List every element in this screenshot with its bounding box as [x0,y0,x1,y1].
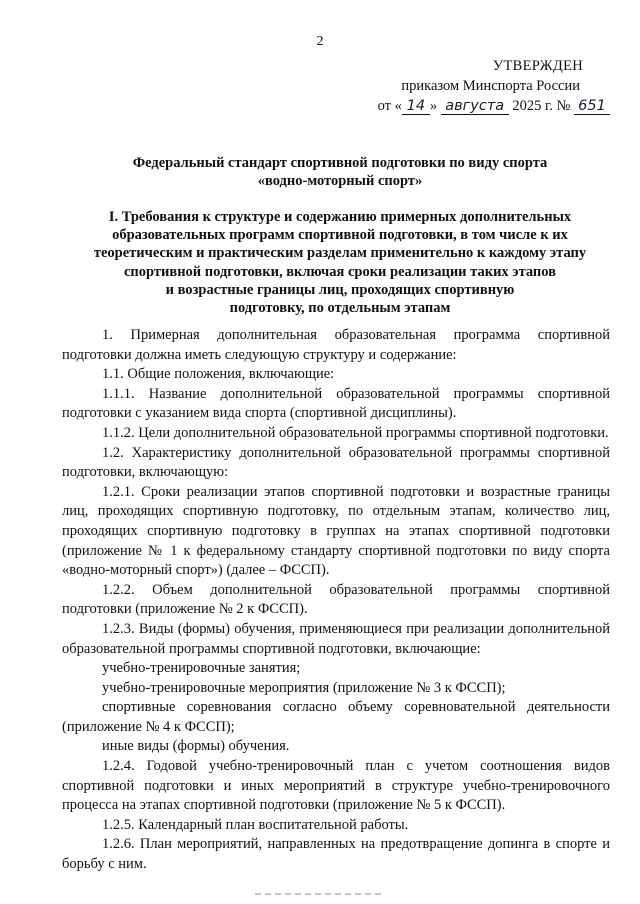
section-title-line: I. Требования к структуре и содержанию примерных дополнительных [108,209,572,225]
list-item: иные виды (формы) обучения. [102,738,290,755]
section-title-line: и возрастные границы лиц, проходящих спортивную [165,281,515,298]
paragraph-1-2: 1.2. Характеристику дополнительной образовательной программы спортивной подготовки, включающую: [62,444,610,481]
paragraph-1-2-1: 1.2.1. Сроки реализации этапов спортивной подготовки и возрастные границы лиц, проходящих спортивную подготовку, по отдельным этапам, количество лиц, проходящих спортивную подготовку в группах на этапах спортивной подготовки (приложение № 1 к федеральному стандарту спортивной подготовки по виду спорта «водно-моторный спорт») (далее – ФССП). [62,483,610,579]
approval-title: УТВЕРЖДЕН [492,58,583,74]
handwritten-order-number: 651 [574,98,610,115]
handwritten-month: августа [441,98,509,115]
paragraph-1-2-5: 1.2.5. Календарный план воспитательной работы. [102,816,409,833]
section-title-line: спортивной подготовки, включая сроки реализации таких этапов [123,263,556,280]
document-title-line: Федеральный стандарт спортивной подготовки по виду спорта [132,155,548,171]
paragraph-1-2-4: 1.2.4. Годовой учебно-тренировочный план с учетом соотношения видов спортивной подготовки и иных мероприятий в структуре учебно-тренировочного процесса на этапах спортивной подготовки (приложение № 5 к ФССП). [62,758,610,814]
section-title-line: подготовку, по отдельным этапам [229,300,451,317]
section-title-line: образовательных программ спортивной подготовки, в том числе к их [112,227,568,244]
list-item: учебно-тренировочные мероприятия (приложение № 3 к ФССП); [102,679,506,696]
approval-date-line [360,96,610,116]
paragraph-1-2-6: 1.2.6. План мероприятий, направленных на предотвращение допинга в спорте и борьбу с ним. [62,836,610,873]
paragraph-1-1-2: 1.1.2. Цели дополнительной образовательной программы спортивной подготовки. [102,424,609,441]
approval-order: приказом Минспорта России [401,78,580,94]
list-item: учебно-тренировочные занятия; [102,660,301,677]
list-item: спортивные соревнования согласно объему соревновательной деятельности (приложение № 4 к ФССП); [62,699,610,735]
section-title [60,208,620,317]
paragraph-1-1: 1.1. Общие положения, включающие: [102,366,335,383]
body-text [62,326,610,875]
paragraph-1-2-2: 1.2.2. Объем дополнительной образовательной программы спортивной подготовки (приложение № 2 к ФССП). [62,581,610,618]
page-number: 2 [316,34,324,49]
approval-block [360,56,610,116]
document-title [60,154,620,190]
date-prefix: от « [377,98,402,114]
paragraph-1: 1. Примерная дополнительная образовательная программа спортивной подготовки должна иметь следующую структуру и содержание: [62,327,610,363]
date-mid: » [429,98,438,114]
handwritten-day: 14 [402,98,430,115]
year-text: 2025 г. № [512,98,571,114]
scan-artifact-divider [255,893,385,895]
section-title-line: теоретическим и практическим разделам применительно к каждому этапу [93,245,587,262]
document-title-line: «водно-моторный спорт» [257,173,423,189]
paragraph-1-1-1: 1.1.1. Название дополнительной образовательной программы спортивной подготовки с указанием вида спорта (спортивной дисциплины). [62,385,610,422]
paragraph-1-2-3: 1.2.3. Виды (формы) обучения, применяющиеся при реализации дополнительной образовательной программы спортивной подготовки, включающие: [62,620,610,657]
